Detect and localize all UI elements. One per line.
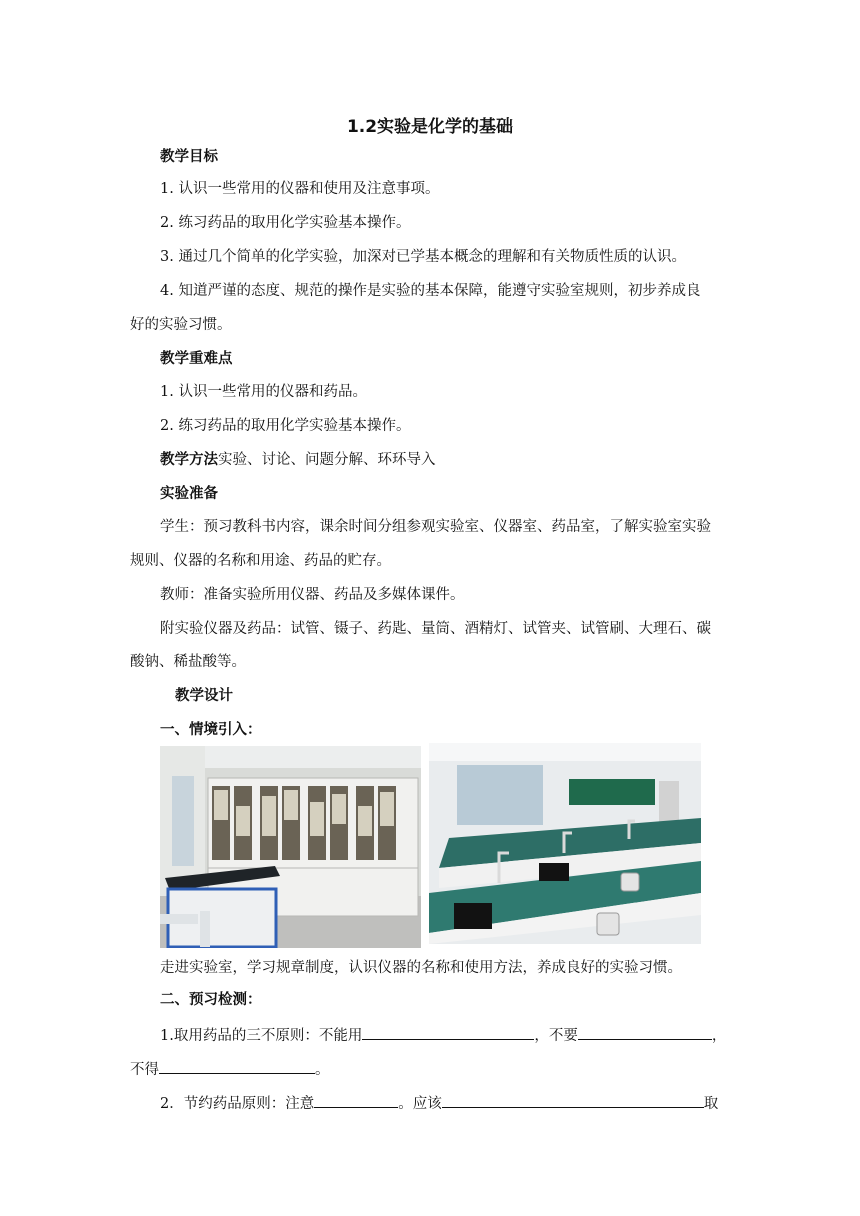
methods-text: 实验、讨论、问题分解、环环导入: [218, 452, 436, 468]
lab-cabinet-illustration: [160, 746, 421, 948]
question-1-line1: [160, 1024, 726, 1046]
question-1-line2: [130, 1058, 330, 1080]
section1-caption: 走进实验室，学习规章制度，认识仪器的名称和使用方法，养成良好的实验习惯。: [160, 960, 682, 976]
q1-blank-2[interactable]: [578, 1024, 712, 1040]
goal-item-3: 3. 通过几个简单的化学实验，加深对已学基本概念的理解和有关物质性质的认识。: [160, 249, 686, 265]
q2-text-a: 2．节约药品原则：注意: [160, 1096, 315, 1112]
prep-student-line1: 学生：预习教科书内容，课余时间分组参观实验室、仪器室、药品室，了解实验室实验: [160, 519, 711, 535]
q1-text-b: ，不要: [534, 1028, 578, 1044]
key-point-1: 1. 认识一些常用的仪器和药品。: [160, 384, 367, 400]
q1-blank-1[interactable]: [362, 1024, 534, 1040]
q1-text-e: 。: [315, 1062, 330, 1078]
q2-blank-1[interactable]: [314, 1092, 398, 1108]
design-heading: 教学设计: [175, 688, 233, 704]
prep-extra-line1: 附实验仪器及药品：试管、镊子、药匙、量筒、酒精灯、试管夹、试管刷、大理石、碳: [160, 621, 711, 637]
q2-text-b: 。应该: [398, 1096, 442, 1112]
goals-heading: 教学目标: [160, 149, 218, 165]
q2-blank-2[interactable]: [442, 1092, 704, 1108]
methods-heading: 教学方法: [160, 452, 218, 468]
lab-benches-illustration: [429, 743, 701, 944]
q1-text-c: ，: [711, 1028, 727, 1044]
methods-line: [160, 450, 436, 470]
q2-text-c: 取: [703, 1096, 719, 1112]
key-point-2: 2. 练习药品的取用化学实验基本操作。: [160, 418, 411, 434]
goal-item-4-cont: 好的实验习惯。: [130, 317, 232, 333]
prep-teacher: 教师：准备实验所用仪器、药品及多媒体课件。: [160, 587, 465, 603]
q1-text-d: 不得: [130, 1062, 159, 1078]
q1-text-a: 1.取用药品的三不原则：不能用: [160, 1028, 363, 1044]
goal-item-2: 2. 练习药品的取用化学实验基本操作。: [160, 215, 411, 231]
goal-item-4: 4. 知道严谨的态度、规范的操作是实验的基本保障，能遵守实验室规则，初步养成良: [160, 283, 701, 299]
question-2-line1: [160, 1092, 718, 1114]
key-points-heading: 教学重难点: [160, 351, 233, 367]
prep-student-line2: 规则、仪器的名称和用途、药品的贮存。: [130, 553, 391, 569]
goal-item-1: 1. 认识一些常用的仪器和使用及注意事项。: [160, 181, 440, 197]
lab-benches-photo: [429, 743, 701, 944]
q1-blank-3[interactable]: [159, 1058, 315, 1074]
section2-heading: 二、预习检测：: [160, 992, 262, 1008]
section1-heading: 一、情境引入：: [160, 722, 262, 738]
page-title: 1.2实验是化学的基础: [346, 117, 514, 137]
lab-cabinet-photo: [160, 746, 421, 948]
prep-extra-line2: 酸钠、稀盐酸等。: [130, 654, 246, 670]
prep-heading: 实验准备: [160, 486, 218, 502]
